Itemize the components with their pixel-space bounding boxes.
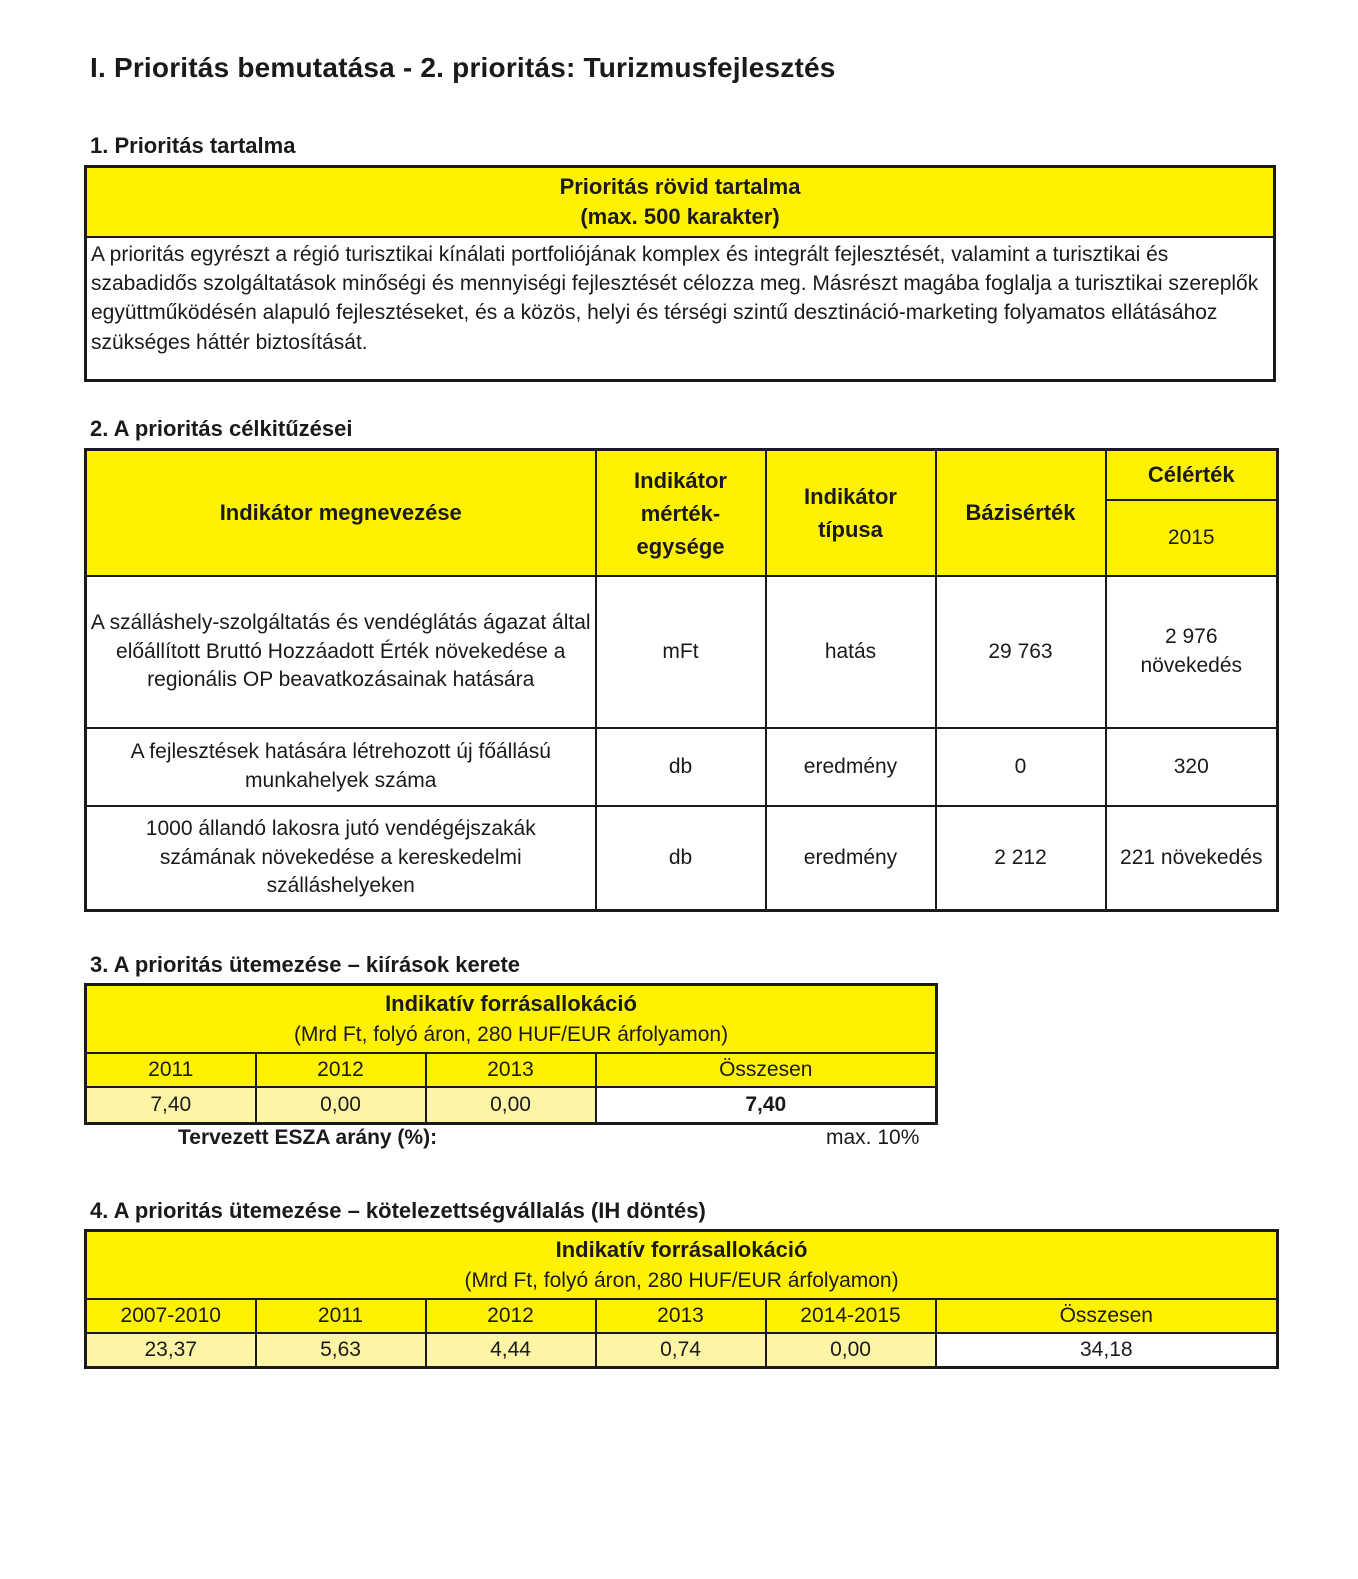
indicator-type-cell: hatás <box>766 576 936 728</box>
base-value-cell: 2 212 <box>936 806 1106 911</box>
section-3-title: 3. A prioritás ütemezése – kiírások kerete <box>90 952 521 977</box>
commitment-schedule-header <box>86 1231 1278 1300</box>
base-value-cell: 0 <box>936 728 1106 806</box>
esza-ratio-value: max. 10% <box>826 1126 920 1149</box>
priority-content-header-line2: (max. 500 karakter) <box>580 204 780 229</box>
call-schedule-table <box>84 983 938 1125</box>
header-indicator-unit <box>596 450 766 577</box>
commitment-year-2007-2010: 2007-2010 <box>86 1299 256 1333</box>
commitment-value-2012: 4,44 <box>426 1333 596 1368</box>
commitment-value-2007-2010: 23,37 <box>86 1333 256 1368</box>
call-value-2011: 7,40 <box>86 1087 256 1124</box>
commitment-year-2012: 2012 <box>426 1299 596 1333</box>
table-row <box>86 806 1278 911</box>
commitment-value-2011: 5,63 <box>256 1333 426 1368</box>
table-row <box>86 728 1278 806</box>
header-base-value: Bázisérték <box>936 450 1106 577</box>
commitment-total-value: 34,18 <box>936 1333 1278 1368</box>
call-year-2013: 2013 <box>426 1053 596 1087</box>
commitment-schedule-header-line2: (Mrd Ft, folyó áron, 280 HUF/EUR árfolyamon) <box>464 1268 899 1292</box>
call-total-header: Összesen <box>596 1053 937 1087</box>
indicator-type-cell: eredmény <box>766 806 936 911</box>
page-title: I. Prioritás bemutatása - 2. prioritás: Turizmusfejlesztés <box>90 52 836 83</box>
indicator-name-cell: A fejlesztések hatására létrehozott új főállású munkahelyek száma <box>86 728 596 806</box>
indicator-unit-cell: db <box>596 728 766 806</box>
section-2-title: 2. A prioritás célkitűzései <box>90 416 353 441</box>
call-year-2011: 2011 <box>86 1053 256 1087</box>
header-unit-line2: mérték- <box>640 500 721 526</box>
header-indicator-name: Indikátor megnevezése <box>86 450 596 577</box>
commitment-year-2011: 2011 <box>256 1299 426 1333</box>
commitment-year-2013: 2013 <box>596 1299 766 1333</box>
priority-content-text: A prioritás egyrészt a régió turisztikai kínálati portfoliójának komplex és integrált fejlesztését, valamint a turisztikai és szabadidős szolgáltatások minőségi és mennyiségi fejlesztését célozza meg. Másrészt magába foglalja a turisztikai szereplők együttműködésén alapuló fejlesztéseket, és a közös, helyi és térségi szintű desztináció-marketing folyamatos ellátásához szükséges háttér biztosítását. <box>86 237 1275 380</box>
call-schedule-header-line1: Indikatív forrásallokáció <box>385 990 637 1016</box>
priority-content-header-line1: Prioritás rövid tartalma <box>559 173 801 199</box>
commitment-value-2014-2015: 0,00 <box>766 1333 936 1368</box>
commitment-year-2014-2015: 2014-2015 <box>766 1299 936 1333</box>
indicator-name-cell: 1000 állandó lakosra jutó vendégéjszakák számának növekedése a kereskedelmi szálláshelyeken <box>86 806 596 911</box>
call-year-2012: 2012 <box>256 1053 426 1087</box>
section-1-title: 1. Prioritás tartalma <box>90 133 296 158</box>
call-value-2013: 0,00 <box>426 1087 596 1124</box>
priority-content-table <box>84 165 1276 382</box>
indicator-unit-cell: mFt <box>596 576 766 728</box>
header-type-line2: típusa <box>818 517 883 542</box>
indicator-unit-cell: db <box>596 806 766 911</box>
call-schedule-header-line2: (Mrd Ft, folyó áron, 280 HUF/EUR árfolyamon) <box>293 1022 729 1046</box>
commitment-schedule-table <box>84 1229 1279 1369</box>
priority-content-header <box>86 167 1275 238</box>
target-value-cell <box>1106 576 1278 728</box>
commitment-schedule-header-line1: Indikatív forrásallokáció <box>555 1236 808 1262</box>
esza-ratio-label: Tervezett ESZA arány (%): <box>178 1126 438 1149</box>
header-indicator-type <box>766 450 936 577</box>
header-type-line1: Indikátor <box>804 484 897 509</box>
commitment-total-header: Összesen <box>936 1299 1278 1333</box>
header-unit-line1: Indikátor <box>634 467 727 493</box>
indicator-type-cell: eredmény <box>766 728 936 806</box>
objectives-table <box>84 448 1279 912</box>
target-value-line2: növekedés <box>1140 654 1243 677</box>
table-row <box>86 576 1278 728</box>
call-schedule-header <box>86 985 937 1054</box>
base-value-cell: 29 763 <box>936 576 1106 728</box>
header-target-year: 2015 <box>1106 500 1278 576</box>
call-value-2012: 0,00 <box>256 1087 426 1124</box>
target-value-cell: 221 növekedés <box>1106 806 1278 911</box>
header-unit-line3: egysége <box>636 533 725 559</box>
target-value-cell: 320 <box>1106 728 1278 806</box>
target-value-line1: 2 976 <box>1164 625 1218 649</box>
commitment-value-2013: 0,74 <box>596 1333 766 1368</box>
call-total-value: 7,40 <box>596 1087 937 1124</box>
header-target-value: Célérték <box>1106 450 1278 501</box>
indicator-name-cell: A szálláshely-szolgáltatás és vendéglátás ágazat által előállított Bruttó Hozzáadott Érték növekedése a regionális OP beavatkozásainak hatására <box>86 576 596 728</box>
section-4-title: 4. A prioritás ütemezése – kötelezettségvállalás (IH döntés) <box>90 1198 706 1223</box>
